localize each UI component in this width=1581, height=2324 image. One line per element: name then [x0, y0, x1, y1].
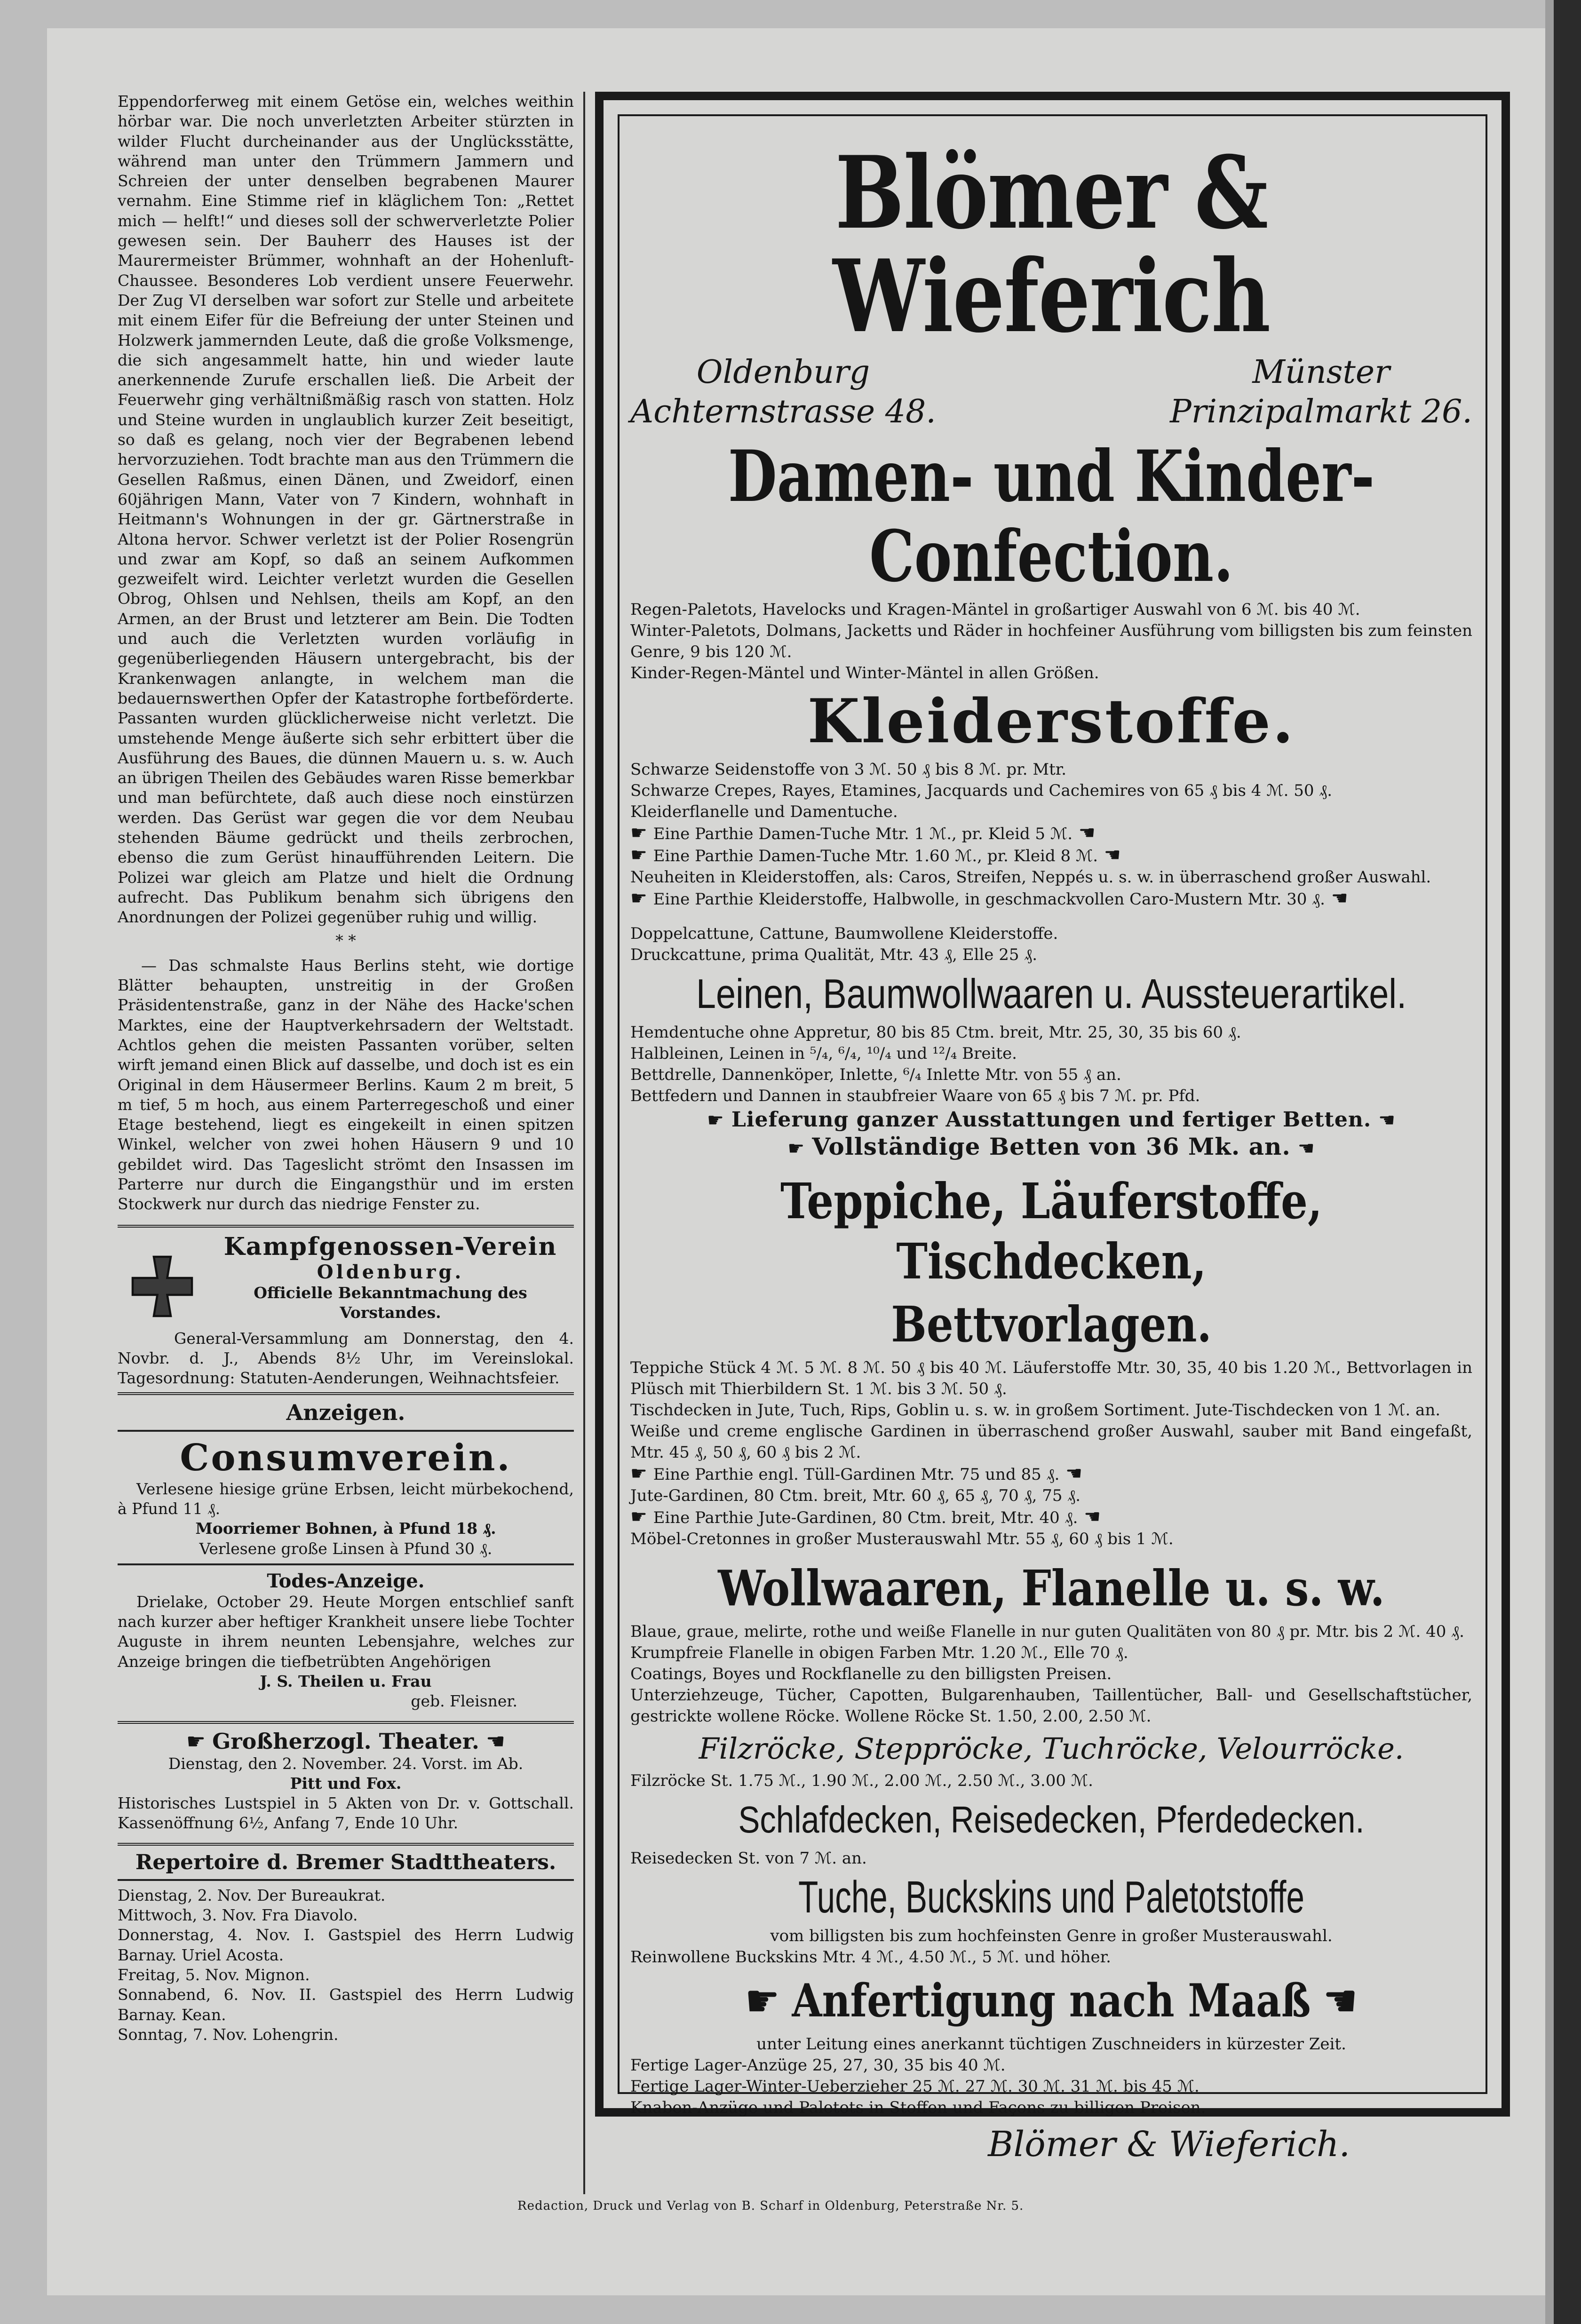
ad-line: Möbel-Cretonnes in großer Musterauswahl Mtr. 55 ₰, 60 ₰ bis 1 ℳ.: [630, 1530, 1174, 1548]
ad-addresses: [630, 353, 1472, 432]
consum-line-1: Verlesene hiesige grüne Erbsen, leicht mürbekochend, à Pfund 11 ₰.: [118, 1479, 574, 1518]
city-muenster: Münster: [1252, 354, 1390, 391]
ad-line: Knaben-Anzüge und Paletots in Stoffen und Façons zu billigen Preisen.: [630, 2098, 1206, 2117]
heading-kleiderstoffe: Kleiderstoffe.: [807, 686, 1295, 757]
pointing-hand-right-icon: ☛: [630, 822, 653, 844]
heading-damen-confection: Damen- und Kinder-Confection.: [728, 435, 1375, 598]
heading-teppiche: Teppiche, Läuferstoffe, Tischdecken,: [780, 1172, 1323, 1290]
ad-line: Krumpfreie Flanelle in obigen Farben Mtr. 1.20 ℳ., Elle 70 ₰.: [630, 1643, 1128, 1662]
ad-line: Reinwollene Buckskins Mtr. 4 ℳ., 4.50 ℳ., 5 ℳ. und höher.: [630, 1948, 1111, 1967]
street-muenster: Prinzipalmarkt 26.: [1169, 393, 1472, 430]
repertoire-row: Donnerstag, 4. Nov. I. Gastspiel des Herrn Ludwig Barnay. Uriel Acosta.: [118, 1926, 574, 1964]
verein-notice: [118, 1232, 574, 1388]
ad-line: Unterziehzeuge, Tücher, Capotten, Bulgarenhauben, Taillentücher, Ball- und Gesellschaftstücher, gestrickte wollene Röcke. Wollene Röcke St. 1.50, 2.00, 2.50 ℳ.: [630, 1686, 1472, 1726]
todes-sign-2: geb. Fleisner.: [411, 1692, 517, 1711]
verein-sub2: Vorstandes.: [340, 1303, 441, 1322]
heading-bettvorlagen: Bettvorlagen.: [891, 1295, 1212, 1353]
pointing-hand-right-icon: ☛: [787, 1138, 812, 1159]
ad-line: Fertige Lager-Winter-Ueberzieher 25 ℳ. 27 ℳ. 30 ℳ. 31 ℳ. bis 45 ℳ.: [630, 2077, 1200, 2096]
address-oldenburg: [630, 353, 936, 432]
ad-line: Winter-Paletots, Dolmans, Jacketts und Räder in hochfeiner Ausführung vom billigsten bis zum feinsten Genre, 9 bis 120 ℳ.: [630, 621, 1472, 661]
ad-line: Weiße und creme englische Gardinen in überraschend großer Auswahl, sauber mit Band eingefaßt, Mtr. 45 ₰, 50 ₰, 60 ₰ bis 2 ℳ.: [630, 1422, 1472, 1462]
advertisement-content: [630, 122, 1472, 2165]
repertoire-row: Sonntag, 7. Nov. Lohengrin.: [118, 2025, 339, 2044]
ad-line-text: Eine Parthie Damen-Tuche Mtr. 1.60 ℳ., pr. Kleid 8 ℳ.: [653, 847, 1098, 865]
address-muenster: [1170, 353, 1472, 432]
pointing-hand-right-icon: ☛: [630, 1506, 653, 1528]
pointing-hand-left-icon: ☚: [1325, 888, 1348, 909]
ad-line: Regen-Paletots, Havelocks und Kragen-Mäntel in großartiger Auswahl von 6 ℳ. bis 40 ℳ.: [630, 600, 1360, 619]
ad-line: Hemdentuche ohne Appretur, 80 bis 85 Ctm. breit, Mtr. 25, 30, 35 bis 60 ₰.: [630, 1023, 1241, 1042]
todes-body: Drielake, October 29. Heute Morgen entschlief sanft nach kurzer aber heftiger Krankheit unsere liebe Tochter Auguste in ihrem neunten Lebensjahre, welches zur Anzeige bringen die tiefbetrübten Angehörigen: [118, 1592, 574, 1671]
heading-wollwaaren: Wollwaaren, Flanelle u. s. w.: [718, 1559, 1385, 1617]
theater-line-2: Pitt und Fox.: [290, 1774, 402, 1793]
divider: [118, 1843, 574, 1846]
divider: [118, 1721, 574, 1724]
theater-line-3: Historisches Lustspiel in 5 Akten von Dr. v. Gottschall. Kassenöffnung 6½, Anfang 7, Ende 10 Uhr.: [118, 1794, 574, 1832]
theater-heading: [118, 1729, 574, 1754]
repertoire-row: Dienstag, 2. Nov. Der Bureaukrat.: [118, 1886, 386, 1904]
ad-line: Doppelcattune, Cattune, Baumwollene Kleiderstoffe.: [630, 924, 1058, 943]
ad-line: [630, 823, 1472, 845]
divider: [118, 1392, 574, 1395]
ad-line: Tischdecken in Jute, Tuch, Rips, Goblin u. s. w. in großem Sortiment. Jute-Tischdecken von 1 ℳ. an.: [630, 1401, 1441, 1420]
repertoire-row: Freitag, 5. Nov. Mignon.: [118, 1965, 310, 1984]
iron-cross-icon: [127, 1251, 198, 1322]
todes-title: Todes-Anzeige.: [267, 1570, 425, 1592]
ad-line: Reisedecken St. von 7 ℳ. an.: [630, 1849, 867, 1868]
pointing-hand-left-icon: ☚: [1073, 822, 1096, 844]
anfertigung-title: Anfertigung nach Maaß: [792, 1974, 1311, 2027]
divider: [118, 1225, 574, 1228]
ad-line: Schwarze Crepes, Rayes, Etamines, Jacquards und Cachemires von 65 ₰ bis 4 ℳ. 50 ₰.: [630, 781, 1333, 800]
ad-line: Blaue, graue, melirte, rothe und weiße Flanelle in nur guten Qualitäten von 80 ₰ pr. Mtr. bis 2 ℳ. 40 ₰.: [630, 1622, 1464, 1641]
heading-anfertigung: [689, 1971, 1413, 2031]
pointing-hand-right-icon: ☛: [745, 1975, 780, 2027]
pointing-hand-left-icon: ☚: [1078, 1506, 1101, 1528]
ad-line: Neuheiten in Kleiderstoffen, als: Caros, Streifen, Neppés u. s. w. in überraschend großer Auswahl.: [630, 868, 1431, 887]
ad-line: [630, 845, 1472, 867]
city-oldenburg: Oldenburg: [696, 354, 870, 391]
heading-filzroecke: Filzröcke, Steppröcke, Tuchröcke, Velourröcke.: [699, 1731, 1404, 1766]
ad-special-line: [630, 1107, 1472, 1134]
ad-line: Jute-Gardinen, 80 Ctm. breit, Mtr. 60 ₰, 65 ₰, 70 ₰, 75 ₰.: [630, 1486, 1081, 1505]
verein-text: [207, 1232, 574, 1323]
anzeigen-heading: Anzeigen.: [286, 1399, 405, 1425]
ad-line: Fertige Lager-Anzüge 25, 27, 30, 35 bis 40 ℳ.: [630, 2056, 1006, 2075]
ad-signature: Blömer & Wieferich.: [988, 2124, 1350, 2165]
theater-title: Großherzogl. Theater.: [212, 1728, 479, 1754]
ad-line: Schwarze Seidenstoffe von 3 ℳ. 50 ₰ bis 8 ℳ. pr. Mtr.: [630, 760, 1067, 779]
consum-line-2: Moorriemer Bohnen, à Pfund 18 ₰.: [195, 1519, 496, 1538]
repertoire-title: Repertoire d. Bremer Stadttheaters.: [135, 1850, 556, 1874]
heading-tuche: Tuche, Buckskins und Paletotstoffe: [798, 1872, 1304, 1922]
theater-line-1: Dienstag, den 2. November. 24. Vorst. im Ab.: [168, 1754, 524, 1773]
ad-title: Blömer & Wieferich: [833, 134, 1270, 355]
street-oldenburg: Achternstrasse 48.: [630, 393, 936, 430]
pointing-hand-right-icon: ☛: [630, 1463, 653, 1484]
consum-line-3: Verlesene große Linsen à Pfund 30 ₰.: [199, 1539, 493, 1558]
ad-special-line: [630, 1134, 1472, 1162]
ad-line: [630, 888, 1472, 910]
ad-line: [630, 1463, 1472, 1485]
ad-line: Druckcattune, prima Qualität, Mtr. 43 ₰, Elle 25 ₰.: [630, 945, 1038, 964]
ad-line: Halbleinen, Leinen in ⁵/₄, ⁶/₄, ¹⁰/₄ und ¹²/₄ Breite.: [630, 1044, 1017, 1063]
ad-line-text: Eine Parthie Kleiderstoffe, Halbwolle, in geschmackvollen Caro-Mustern Mtr. 30 ₰.: [653, 890, 1325, 909]
ad-line: Bettdrelle, Dannenköper, Inlette, ⁶/₄ Inlette Mtr. von 55 ₰ an.: [630, 1065, 1121, 1084]
pointing-hand-left-icon: ☚: [1290, 1138, 1315, 1159]
left-column: [118, 92, 574, 2045]
pointing-hand-left-icon: ☚: [1098, 844, 1121, 866]
repertoire-row: Sonnabend, 6. Nov. II. Gastspiel des Herrn Ludwig Barnay. Kean.: [118, 1985, 574, 2024]
verein-body: General-Versammlung am Donnerstag, den 4. Novbr. d. J., Abends 8½ Uhr, im Vereinslokal. Tagesordnung: Statuten-Aenderungen, Weihnachtsfeier.: [118, 1329, 574, 1388]
ad-line: Kinder-Regen-Mäntel und Winter-Mäntel in allen Größen.: [630, 664, 1099, 682]
pointing-hand-left-icon: ☚: [1371, 1110, 1396, 1131]
pointing-hand-left-icon: ☚: [485, 1728, 506, 1754]
ad-line-text: Eine Parthie Damen-Tuche Mtr. 1 ℳ., pr. Kleid 5 ℳ.: [653, 825, 1073, 843]
article-paragraph-2: — Das schmalste Haus Berlins steht, wie dortige Blätter behaupten, unstreitig in der Großen Präsidentenstraße, ganz in der Nähe des Hacke'schen Marktes, eine der Hauptverkehrsadern der Weltstadt. Achtlos gehen die meisten Passanten vorüber, selten wirft jemand einen Blick auf dasselbe, und doch ist es ein Original in dem Häusermeer Berlins. Kaum 2 m breit, 5 m tief, 5 m hoch, aus einem Parterregeschoß und einer Etage bestehend, liegt es eingekeilt in einen spitzen Winkel, welcher von zwei hohen Häusern 9 und 10 gebildet wird. Das Tageslicht strömt den Insassen im Parterre nur durch die Eingangsthür und im ersten Stockwerk nur durch das niedrige Fenster zu.: [118, 956, 574, 1214]
page-edge-shadow: [1545, 0, 1554, 2324]
pointing-hand-left-icon: ☚: [1059, 1463, 1082, 1484]
ad-line: Kleiderflanelle und Damentuche.: [630, 802, 898, 821]
heading-leinen: Leinen, Baumwollwaaren u. Aussteuerartikel.: [696, 970, 1407, 1017]
lieferung-text: Lieferung ganzer Ausstattungen und fertiger Betten.: [731, 1108, 1372, 1132]
todes-sign-1: J. S. Theilen u. Frau: [260, 1672, 432, 1690]
ad-line-text: Eine Parthie Jute-Gardinen, 80 Ctm. breit, Mtr. 40 ₰.: [653, 1508, 1078, 1527]
page-edge: [1554, 0, 1581, 2324]
pointing-hand-right-icon: ☛: [186, 1728, 206, 1754]
ad-line: Coatings, Boyes und Rockflanelle zu den billigsten Preisen.: [630, 1665, 1112, 1683]
divider: [118, 1563, 574, 1565]
ad-line: Teppiche Stück 4 ℳ. 5 ℳ. 8 ℳ. 50 ₰ bis 40 ℳ. Läuferstoffe Mtr. 30, 35, 40 bis 1.20 ℳ., Bettvorlagen in Plüsch mit Thierbildern St. 1 ℳ. bis 3 ℳ. 50 ₰.: [630, 1358, 1472, 1398]
ad-line: Filzröcke St. 1.75 ℳ., 1.90 ℳ., 2.00 ℳ., 2.50 ℳ., 3.00 ℳ.: [630, 1771, 1093, 1790]
heading-decken: Schlafdecken, Reisedecken, Pferdedecken.: [738, 1799, 1365, 1840]
section-stars: * *: [335, 931, 356, 950]
printer-footer: Redaction, Druck und Verlag von B. Scharf in Oldenburg, Peterstraße Nr. 5.: [517, 2199, 1024, 2213]
verein-sub1: Officielle Bekanntmachung des: [254, 1283, 527, 1302]
ad-line: vom billigsten bis zum hochfeinsten Genre in großer Musterauswahl.: [770, 1927, 1333, 1945]
verein-city: Oldenburg.: [317, 1261, 464, 1283]
verein-title: Kampfgenossen-Verein: [223, 1232, 557, 1261]
ad-line: Bettfedern und Dannen in staubfreier Waare von 65 ₰ bis 7 ℳ. pr. Pfd.: [630, 1087, 1200, 1105]
divider: [118, 1879, 574, 1881]
betten-text: Vollständige Betten von 36 Mk. an.: [812, 1133, 1291, 1160]
pointing-hand-right-icon: ☛: [707, 1110, 731, 1131]
ad-line-text: Eine Parthie engl. Tüll-Gardinen Mtr. 75 und 85 ₰.: [653, 1465, 1060, 1484]
column-separator: [583, 92, 585, 2194]
pointing-hand-left-icon: ☚: [1323, 1975, 1358, 2027]
consum-title: Consumverein.: [180, 1436, 512, 1479]
ad-line: [630, 1507, 1472, 1529]
divider: [118, 1430, 574, 1432]
ad-line: unter Leitung eines anerkannt tüchtigen Zuschneiders in kürzester Zeit.: [756, 2035, 1346, 2054]
pointing-hand-right-icon: ☛: [630, 844, 653, 866]
article-paragraph-1: Eppendorferweg mit einem Getöse ein, welches weithin hörbar war. Die noch unverletzten Arbeiter stürzten in wilder Flucht durcheinander aus der Unglücksstätte, während man unter den Trümmern Jammern und Schreien der unter denselben begrabenen Maurer vernahm. Eine Stimme rief in kläglichem Ton: „Rettet mich — helft!“ und dieses soll der schwerverletzte Polier gewesen sein. Der Bauherr des Hauses ist der Maurermeister Brümmer, wohnhaft an der Hohenluft-Chaussee. Besonderes Lob verdient unsere Feuerwehr. Der Zug VI derselben war sofort zur Stelle und arbeitete mit einem Eifer für die Befreiung der unter Steinen und Holzwerk jammernden Leute, daß die große Volksmenge, die sich angesammelt hatte, hin und wieder laute anerkennende Zurufe erschallen ließ. Die Arbeit der Feuerwehr ging verhältnißmäßig rasch von statten. Holz und Steine wurden in unglaublich kurzer Zeit beseitigt, so daß es gelang, noch vier der Begrabenen lebend hervorzuziehen. Todt brachte man aus den Trümmern die Gesellen Raßmus, einen Dänen, und Zweidorf, einen 60jährigen Mann, Vater von 7 Kindern, wohnhaft in Heitmann's Wohnungen in der gr. Gärtnerstraße in Altona hervor. Schwer verletzt ist der Polier Rosengrün und zwar am Kopf, so daß an seinem Aufkommen gezweifelt wird. Leichter verletzt wurden die Gesellen Obrog, Ohlsen und Nehlsen, theils am Kopf, an den Armen, an der Brust und letzterer am Bein. Die Todten und auch die Verletzten wurden vorläufig in gegenüberliegenden Häusern untergebracht, bis der Krankenwagen anlangte, in welchem man die bedauernswerthen Opfer der Katastrophe fortbeförderte. Passanten wurden glücklicherweise nicht verletzt. Die umstehende Menge äußerte sich sehr erbittert über die Ausführung des Baues, die dünnen Mauern u. s. w. Auch an übrigen Theilen des Gebäudes waren Risse bemerkbar und man befürchtete, daß auch diese noch einstürzen werden. Das Gerüst war gegen die vor dem Neubau stehenden Bäume gedrückt und theils zerbrochen, ebenso die zum Gerüst hinaufführenden Leitern. Die Polizei war gleich am Platze und hielt die Ordnung aufrecht. Das Publikum benahm sich übrigens den Anordnungen der Polizei gegenüber ruhig und willig.: [118, 92, 574, 927]
repertoire-row: Mittwoch, 3. Nov. Fra Diavolo.: [118, 1906, 358, 1925]
pointing-hand-right-icon: ☛: [630, 888, 653, 909]
